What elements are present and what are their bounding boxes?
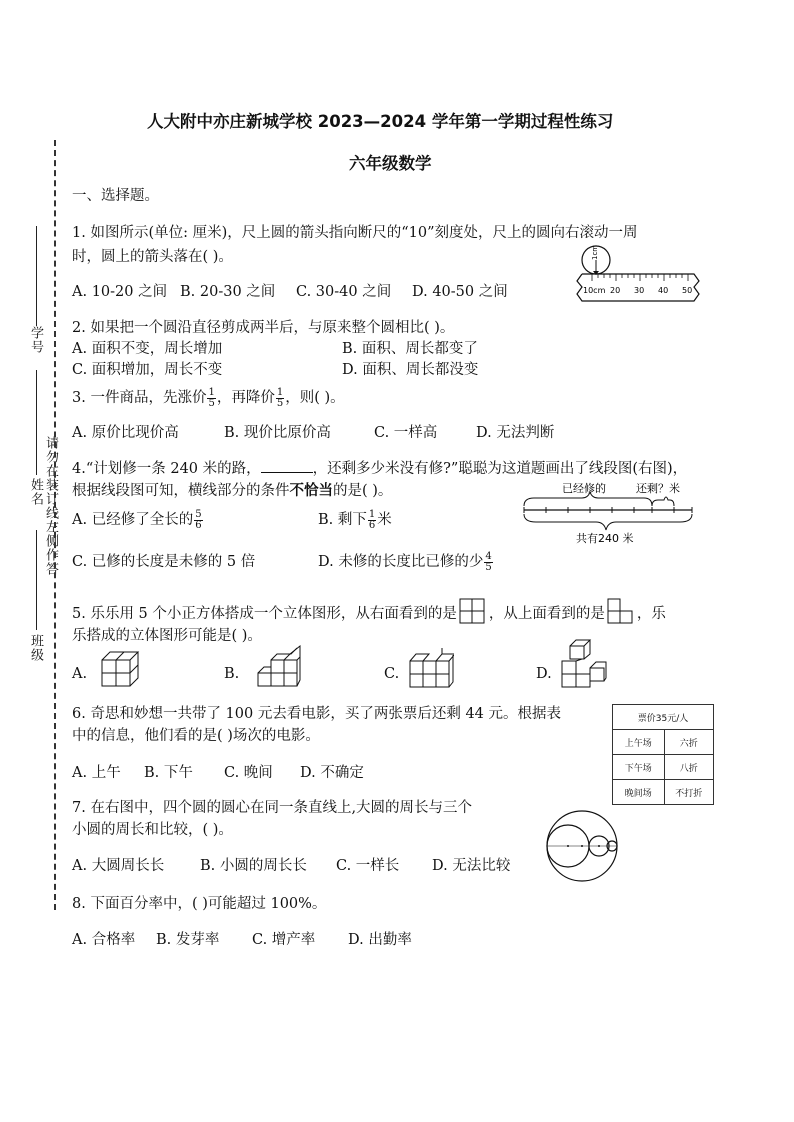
diagram-label-done: 已经修的 [562,482,606,495]
q6-line2: 中的信息，他们看的是( )场次的电影。 [72,728,320,744]
q6-option-d: D. 不确定 [300,765,364,781]
q3-stem: 3. 一件商品，先涨价 $\frac{1}{5}$ ，再降价 $\frac{1}{5}$ ，则( )。 [72,386,345,409]
q3-fraction-2: $\frac{1}{5}$ [276,386,284,409]
binding-notice: 请勿在装订线左侧作答 [43,436,58,576]
q5-figure-c [408,644,454,690]
q3-option-d: D. 无法判断 [476,425,555,441]
q5-option-c: C. [384,666,400,682]
q1-option-b: B. 20-30 之间 [180,284,276,300]
q7-option-d: D. 无法比较 [432,858,511,874]
q8-stem: 8. 下面百分率中，( )可能超过 100%。 [72,896,327,912]
ruler-tick-50: 50 [682,286,693,295]
q8-option-a: A. 合格率 [72,932,136,948]
q1-line2: 时，圆上的箭头落在( )。 [72,249,233,265]
q4-option-d: D. 未修的长度比已修的少 $\frac{4}{5}$ [318,550,492,573]
q7-option-a: A. 大圆周长长 [72,858,165,874]
ruler-tick-10: 10cm [583,286,606,295]
price-table-cell: 上午场 [613,730,665,755]
price-table [612,704,714,805]
q3-option-c: C. 一样高 [374,425,438,441]
binding-line-xuehao [36,226,37,326]
top-view-icon [607,598,635,624]
diagram-label-total: 共有240 米 [576,532,634,545]
q8-option-c: C. 增产率 [252,932,316,948]
q2-option-d: D. 面积、周长都没变 [342,362,479,378]
price-table-cell: 下午场 [613,755,665,780]
q7-option-c: C. 一样长 [336,858,400,874]
q5-option-b: B. [224,666,240,682]
q2-option-a: A. 面积不变，周长增加 [72,341,223,357]
q2-stem: 2. 如果把一个圆沿直径剪成两半后，与原来整个圆相比( )。 [72,320,455,336]
q2-option-c: C. 面积增加，周长不变 [72,362,223,378]
ruler-figure [572,243,702,308]
q6-option-a: A. 上午 [72,765,121,781]
q6-line1: 6. 奇思和妙想一共带了 100 元去看电影，买了两张票后还剩 44 元。根据表 [72,706,562,722]
q4-line2: 根据线段图可知，横线部分的条件不恰当的是( )。 [72,482,393,499]
diagram-label-remaining: 还剩？米 [636,482,680,495]
price-table-cell: 六折 [664,730,714,755]
q3-option-a: A. 原价比现价高 [72,425,179,441]
q5-figure-b [256,644,302,690]
circles-figure [544,808,620,884]
q8-option-b: B. 发芽率 [156,932,220,948]
q6-option-c: C. 晚间 [224,765,273,781]
right-view-icon [459,598,487,624]
binding-label-xuehao: 学号 [28,326,43,354]
q7-option-b: B. 小圆的周长长 [200,858,307,874]
q8-option-d: D. 出勤率 [348,932,412,948]
q5-option-d: D. [536,666,552,682]
q1-option-d: D. 40-50 之间 [412,284,508,300]
q3-fraction-1: $\frac{1}{5}$ [208,386,215,409]
q4-blank [261,458,313,473]
section-heading: 一、选择题。 [72,188,159,204]
q5-line2: 乐搭成的立体图形可能是( )。 [72,628,262,644]
q5-figure-d [560,638,608,690]
q4-emphasis: 不恰当 [289,482,333,499]
ruler-tick-40: 40 [658,286,669,295]
q4-option-a: A. 已经修了全长的 $\frac{5}{6}$ [72,508,202,531]
page-subtitle: 六年级数学 [349,154,432,173]
price-table-cell: 晚间场 [613,780,665,805]
q3-option-b: B. 现价比原价高 [224,425,331,441]
q6-option-b: B. 下午 [144,765,193,781]
price-table-cell: 不打折 [664,780,714,805]
binding-dashed-line [54,140,56,910]
q4-line1: 4.“计划修一条 240 米的路， ，还剩多少米没有修?”聪聪为这道题画出了线段图(右图)， [72,457,687,478]
q1-option-c: C. 30-40 之间 [296,284,392,300]
binding-label-banji: 班级 [28,634,43,662]
q7-line1: 7. 在右图中，四个圆的圆心在同一条直线上,大圆的周长与三个 [72,800,473,816]
q1-option-a: A. 10-20 之间 [72,284,168,300]
price-table-cell: 八折 [664,755,714,780]
circle-label: 1cm [591,244,599,260]
q5-option-a: A. [72,666,88,682]
binding-label-xingming: 姓名 [28,478,43,506]
ruler-tick-30: 30 [634,286,645,295]
q1-line1: 1. 如图所示(单位: 厘米)，尺上圆的箭头指向断尺的“10”刻度处，尺上的圆向右滚动一周 [72,225,638,241]
q5-figure-a [100,648,150,688]
ruler-tick-20: 20 [610,286,621,295]
line-segment-diagram [516,478,706,546]
q4-option-c: C. 已修的长度是未修的 5 倍 [72,554,256,570]
binding-line-xingming [36,370,37,475]
q5-line1: 5. 乐乐用 5 个小正方体搭成一个立体图形，从右面看到的是 ，从上面看到的是 ，乐 [72,598,666,624]
page-title: 人大附中亦庄新城学校 2023—2024 学年第一学期过程性练习 [147,112,614,131]
binding-line-banji [36,530,37,630]
q7-line2: 小圆的周长和比较，( )。 [72,822,233,838]
q2-option-b: B. 面积、周长都变了 [342,341,478,357]
q4-option-b: B. 剩下 $\frac{1}{6}$ 米 [318,508,392,531]
price-table-header: 票价35元/人 [613,705,714,730]
